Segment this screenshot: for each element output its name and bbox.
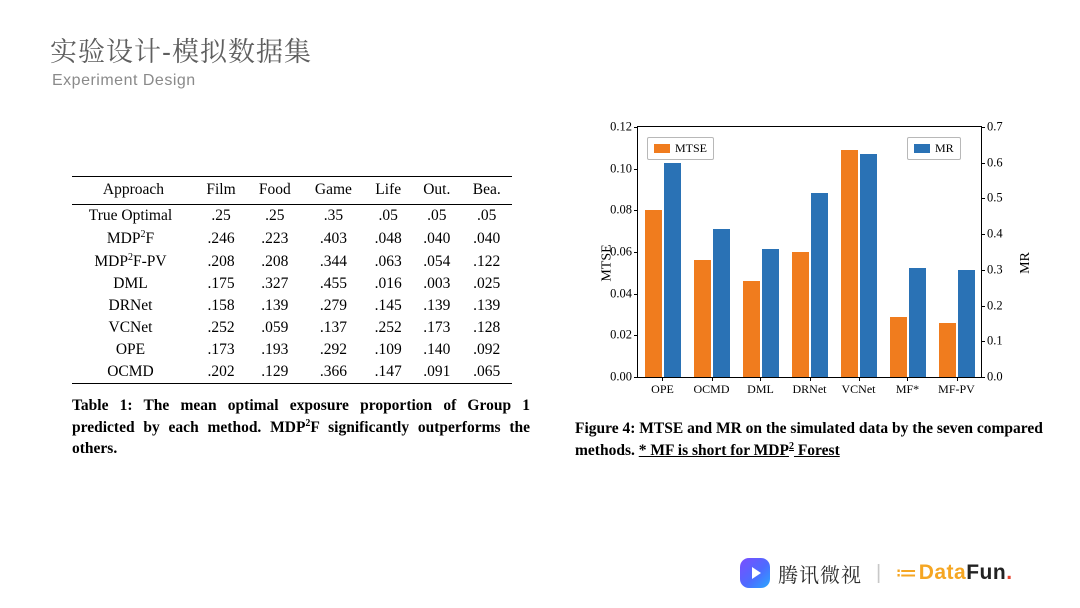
y-axis-label-left: MTSE <box>599 244 615 282</box>
bar-mr <box>909 268 926 377</box>
y-axis-label-right: MR <box>1017 252 1033 274</box>
column-header-bea: Bea. <box>461 177 512 205</box>
bar-mr <box>811 193 828 377</box>
cell: .025 <box>473 275 501 293</box>
y-tickmark-right <box>981 127 985 128</box>
cell: .139 <box>261 297 289 315</box>
bar-mr <box>762 249 779 378</box>
column-header-food: Food <box>247 177 302 205</box>
y-tick-right: 0.0 <box>987 369 1003 384</box>
bar-group <box>690 127 734 377</box>
cell: .252 <box>374 319 402 337</box>
x-tick-label: VCNet <box>841 382 876 396</box>
cell: .279 <box>319 297 347 315</box>
plot-area <box>610 119 1003 396</box>
cell: .145 <box>374 297 402 315</box>
y-tick-left: 0.08 <box>610 202 632 217</box>
row-label-text: DML <box>113 275 148 293</box>
figure-caption-note-part2: Forest <box>793 441 840 459</box>
bar-mtse <box>743 281 760 377</box>
row-label <box>72 227 195 250</box>
cell: .173 <box>207 341 235 359</box>
bar-mtse <box>792 252 809 377</box>
bar-group <box>788 127 832 377</box>
cell: .223 <box>261 229 289 247</box>
cell: .292 <box>319 341 347 359</box>
y-tickmark-right <box>981 377 985 378</box>
y-tickmark-right <box>981 234 985 235</box>
y-tick-left: 0.04 <box>610 286 632 301</box>
y-tick-right: 0.3 <box>987 262 1003 277</box>
legend-label-mr: MR <box>935 141 954 155</box>
table-header <box>72 177 512 205</box>
cell: .063 <box>374 252 402 270</box>
cell: .05 <box>427 207 447 224</box>
cell: .403 <box>319 229 347 247</box>
row-label <box>72 250 195 273</box>
y-tick-right: 0.4 <box>987 226 1003 241</box>
cell: .128 <box>473 319 501 337</box>
page-subtitle: Experiment Design <box>52 72 196 89</box>
cell: .065 <box>461 361 512 384</box>
cell: .05 <box>477 207 497 224</box>
row-label-text: MDP <box>94 253 128 271</box>
figure-caption-note-part1: * MF is short for MDP <box>638 441 789 459</box>
table-row <box>72 339 512 361</box>
cell: .344 <box>319 252 347 270</box>
cell: .252 <box>207 319 235 337</box>
cell: .202 <box>195 361 247 384</box>
tencent-weishi-logo <box>740 558 862 588</box>
bar-mr <box>860 154 877 377</box>
legend-label-mtse: MTSE <box>675 141 708 155</box>
column-header-life: Life <box>364 177 412 205</box>
cell: .140 <box>423 341 451 359</box>
cell: .147 <box>364 361 412 384</box>
page-title: 实验设计-模拟数据集 <box>50 37 312 67</box>
datafun-dot: . <box>1006 561 1013 584</box>
cell: .05 <box>378 207 398 224</box>
y-tickmark-right <box>981 270 985 271</box>
bar-group <box>739 127 783 377</box>
table-caption <box>72 395 530 459</box>
bar-mtse <box>645 210 662 377</box>
footer-divider: | <box>876 561 882 584</box>
table-row <box>72 250 512 273</box>
column-header-out: Out. <box>412 177 461 205</box>
cell: .054 <box>423 252 451 270</box>
cell: .040 <box>423 229 451 247</box>
row-label <box>72 339 195 361</box>
x-tickmark <box>907 377 908 381</box>
legend-mtse <box>647 137 714 160</box>
row-label-text: DRNet <box>108 297 153 315</box>
tencent-weishi-label: 腾讯微视 <box>778 564 862 587</box>
row-label-suffix: F <box>145 230 155 248</box>
x-tickmark <box>712 377 713 381</box>
y-tick-right: 0.6 <box>987 155 1003 170</box>
cell: .139 <box>473 297 501 315</box>
weishi-play-icon <box>740 558 770 588</box>
cell: .193 <box>261 341 289 359</box>
x-tick-label: OCMD <box>693 382 730 396</box>
cell: .003 <box>423 275 451 293</box>
column-header-film: Film <box>195 177 247 205</box>
row-label <box>72 317 195 339</box>
cell: .016 <box>374 275 402 293</box>
legend-mr <box>907 137 961 160</box>
table-caption-part2: F significantly outperforms the others. <box>72 418 530 458</box>
figure-block <box>575 118 1045 462</box>
y-tick-right: 0.5 <box>987 190 1003 205</box>
cell: .109 <box>374 341 402 359</box>
bar-group <box>886 127 930 377</box>
datafun-mark-icon: ≔ <box>895 560 918 585</box>
x-tickmark <box>957 377 958 381</box>
cell: .092 <box>473 341 501 359</box>
row-label-text: VCNet <box>108 319 153 337</box>
bar-mtse <box>890 317 907 378</box>
bar-group <box>641 127 685 377</box>
cell: .173 <box>423 319 451 337</box>
cell: .048 <box>374 229 402 247</box>
y-tick-right: 0.2 <box>987 298 1003 313</box>
x-tick-label: OPE <box>651 382 674 396</box>
y-tickmark-right <box>981 341 985 342</box>
y-tickmark-right <box>981 306 985 307</box>
cell: .040 <box>473 229 501 247</box>
bar-chart <box>575 118 1045 408</box>
x-tick-label: DML <box>747 382 774 396</box>
table-row <box>72 361 512 384</box>
table-row <box>72 205 512 228</box>
bar-mr <box>664 163 681 377</box>
y-tickmark-left <box>634 377 638 378</box>
figure-caption <box>575 418 1045 462</box>
y-tickmark-right <box>981 163 985 164</box>
table-body <box>72 205 512 384</box>
cell: .35 <box>323 207 344 224</box>
cell: .366 <box>302 361 364 384</box>
row-label <box>72 361 195 384</box>
x-tickmark <box>810 377 811 381</box>
bar-groups <box>638 127 981 377</box>
x-tickmark <box>760 377 761 381</box>
table-header-row <box>72 177 512 205</box>
cell: .208 <box>207 252 235 270</box>
x-tick-label: DRNet <box>792 382 827 396</box>
cell: .327 <box>261 275 289 293</box>
cell: .122 <box>473 252 501 270</box>
row-label-suffix: F-PV <box>132 253 167 271</box>
y-tick-left: 0.12 <box>610 119 632 134</box>
bar-mtse <box>939 323 956 377</box>
datafun-fun-label: Fun <box>966 561 1007 584</box>
x-tick-label: MF* <box>895 382 920 396</box>
cell: .25 <box>265 207 285 224</box>
footer-logos <box>740 558 1013 588</box>
cell: .129 <box>247 361 302 384</box>
column-header-approach: Approach <box>72 177 195 205</box>
row-label-superscript: 2 <box>140 229 146 240</box>
cell: .059 <box>261 319 289 337</box>
bar-mtse <box>694 260 711 377</box>
cell: .25 <box>211 207 231 224</box>
y-tick-right: 0.7 <box>987 119 1003 134</box>
table-caption-superscript: 2 <box>305 417 311 429</box>
legend-swatch-mtse-icon <box>654 144 670 153</box>
results-table <box>72 176 512 384</box>
cell: .091 <box>412 361 461 384</box>
row-label-text: MDP <box>106 230 141 248</box>
bar-mr <box>713 229 730 377</box>
figure-caption-superscript: 2 <box>788 440 794 452</box>
row-label <box>72 205 195 228</box>
table-row <box>72 227 512 250</box>
legend-swatch-mr-icon <box>914 144 930 153</box>
bar-group <box>935 127 979 377</box>
x-tickmark <box>859 377 860 381</box>
row-label <box>72 295 195 317</box>
bar-mr <box>958 270 975 377</box>
table-row <box>72 317 512 339</box>
datafun-data-label: Data <box>918 561 967 584</box>
row-label-text: OCMD <box>107 363 154 381</box>
cell: .158 <box>207 297 235 315</box>
y-tick-right: 0.1 <box>987 333 1003 348</box>
row-label-text: OPE <box>115 341 146 359</box>
x-tickmark <box>662 377 663 381</box>
datafun-logo <box>895 560 1012 586</box>
y-tick-left: 0.00 <box>610 369 632 384</box>
cell: .139 <box>423 297 451 315</box>
bar-group <box>837 127 881 377</box>
table-row <box>72 273 512 295</box>
y-tick-left: 0.06 <box>610 244 632 259</box>
y-tick-left: 0.02 <box>610 327 632 342</box>
cell: .246 <box>207 229 235 247</box>
cell: .455 <box>319 275 347 293</box>
row-label-text: True Optimal <box>88 207 173 224</box>
y-tickmark-right <box>981 198 985 199</box>
row-label-superscript: 2 <box>127 252 133 264</box>
x-tick-label: MF-PV <box>938 382 975 396</box>
column-header-game: Game <box>302 177 364 205</box>
cell: .137 <box>319 319 347 337</box>
table-caption-part1: Table 1: The mean optimal exposure proportion of Group 1 predicted by each method. MDP <box>72 397 530 436</box>
bar-mtse <box>841 150 858 377</box>
cell: .175 <box>207 275 235 293</box>
row-label <box>72 273 195 295</box>
table-row <box>72 295 512 317</box>
table-block <box>72 176 530 460</box>
cell: .208 <box>261 252 289 270</box>
figure-caption-part1: Figure 4: MTSE and MR on the simulated data by the seven compared methods. <box>575 420 1043 459</box>
y-tick-left: 0.10 <box>610 161 632 176</box>
